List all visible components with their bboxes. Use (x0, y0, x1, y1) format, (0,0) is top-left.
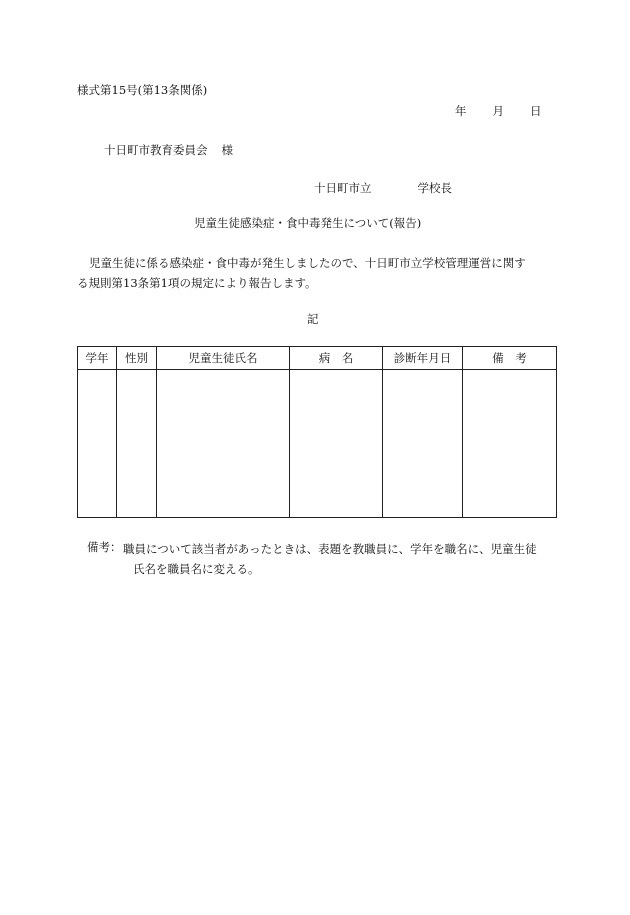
date-line (455, 103, 542, 119)
cell-diagnosis-date (383, 370, 463, 518)
column-header-diagnosis-date: 診断年月日 (383, 347, 463, 370)
remarks-label: 備考： (87, 540, 122, 554)
date-year: 年 (455, 104, 467, 118)
ki-heading: 記 (307, 312, 319, 326)
column-header-remarks: 備 考 (463, 347, 557, 370)
body-line-1: 児童生徒に係る感染症・食中毒が発生しましたので、十日町市立学校管理運営に関す (89, 256, 526, 270)
body-text (77, 253, 555, 293)
body-line-2: る規則第13条第1項の規定により報告します。 (77, 276, 317, 290)
date-month: 月 (492, 104, 504, 118)
remarks-text (123, 539, 563, 579)
column-header-grade: 学年 (78, 347, 117, 370)
remarks-line-2: 氏名を職員名に変える。 (133, 562, 260, 576)
form-number: 様式第15号(第13条関係) (77, 83, 208, 97)
column-header-gender: 性別 (117, 347, 157, 370)
sender (314, 180, 452, 196)
date-day: 日 (530, 104, 542, 118)
addressee-honorific: 様 (221, 143, 233, 157)
remarks-line-1: 職員について該当者があったときは、表題を教職員に、学年を職名に、児童生徒 (123, 542, 537, 556)
cell-disease-name (290, 370, 383, 518)
table-header-row (78, 347, 557, 370)
cell-remarks (463, 370, 557, 518)
addressee (104, 142, 233, 158)
cell-grade (78, 370, 117, 518)
column-header-student-name: 児童生徒氏名 (157, 347, 290, 370)
document-title: 児童生徒感染症・食中毒発生について(報告) (194, 216, 422, 230)
report-table (77, 346, 557, 518)
sender-title: 学校長 (417, 181, 452, 195)
table-row (78, 370, 557, 518)
cell-gender (117, 370, 157, 518)
sender-affiliation: 十日町市立 (314, 181, 372, 195)
column-header-disease-name: 病 名 (290, 347, 383, 370)
cell-student-name (157, 370, 290, 518)
addressee-name: 十日町市教育委員会 (104, 143, 208, 157)
